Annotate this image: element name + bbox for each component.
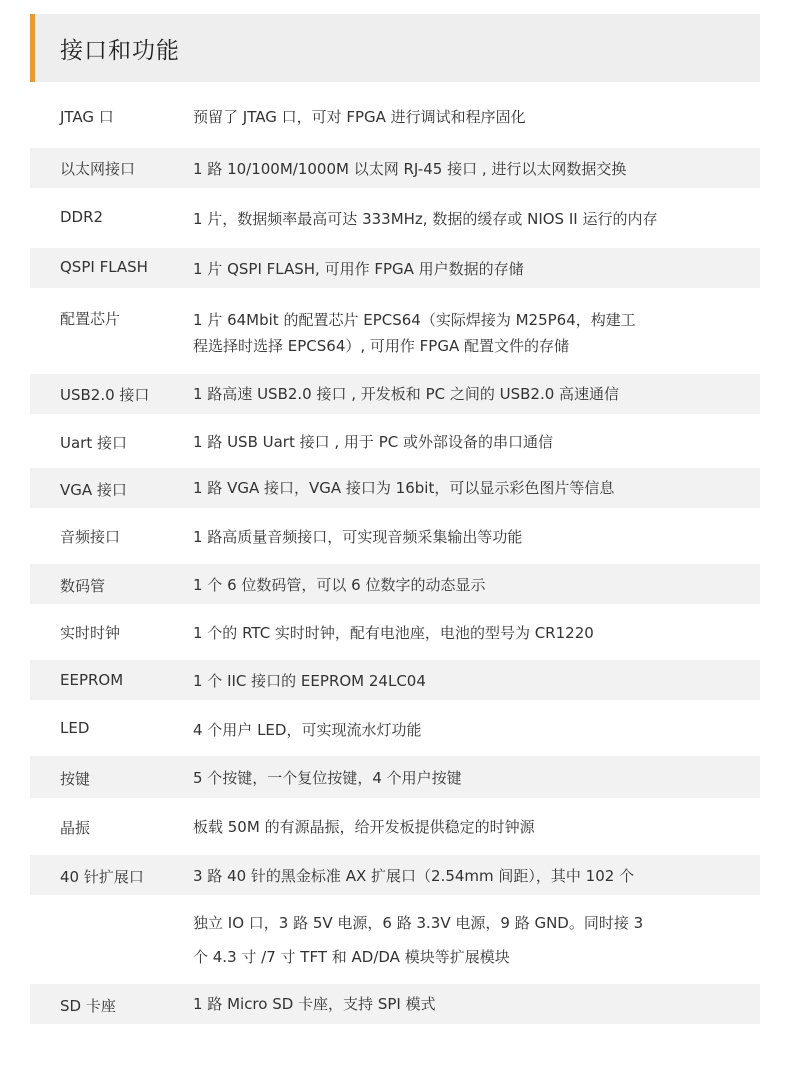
row-label: JTAG 口 bbox=[60, 108, 114, 126]
table-row bbox=[30, 706, 760, 750]
table-row bbox=[30, 855, 760, 895]
table-row bbox=[30, 468, 760, 508]
row-value: 独立 IO 口，3 路 5V 电源，6 路 3.3V 电源，9 路 GND。同时接 3 bbox=[193, 914, 644, 932]
row-value: 1 路高速 USB2.0 接口 , 开发板和 PC 之间的 USB2.0 高速通信 bbox=[193, 385, 620, 403]
row-value: 4 个用户 LED，可实现流水灯功能 bbox=[193, 721, 422, 739]
row-label: 配置芯片 bbox=[60, 310, 121, 328]
row-value: 1 片 64Mbit 的配置芯片 EPCS64（实际焊接为 M25P64，构建工 bbox=[193, 311, 636, 329]
row-label: 数码管 bbox=[60, 577, 106, 595]
row-label: 以太网接口 bbox=[60, 160, 136, 178]
table-row bbox=[30, 804, 760, 848]
row-label: VGA 接口 bbox=[60, 481, 127, 499]
row-label: DDR2 bbox=[60, 208, 104, 226]
row-label: EEPROM bbox=[60, 671, 124, 689]
section-header bbox=[30, 14, 760, 82]
table-row bbox=[30, 514, 760, 558]
table-row bbox=[30, 610, 760, 654]
row-value: 预留了 JTAG 口，可对 FPGA 进行调试和程序固化 bbox=[193, 108, 526, 126]
table-row bbox=[30, 374, 760, 414]
row-value: 1 片，数据频率最高可达 333MHz, 数据的缓存或 NIOS II 运行的内存 bbox=[193, 210, 658, 228]
table-row bbox=[30, 92, 760, 140]
table-row bbox=[30, 296, 760, 366]
section-title: 接口和功能 bbox=[60, 38, 180, 64]
row-label: 音频接口 bbox=[60, 528, 121, 546]
row-value: 1 路 VGA 接口，VGA 接口为 16bit，可以显示彩色图片等信息 bbox=[193, 479, 615, 497]
row-value: 5 个按键，一个复位按键，4 个用户按键 bbox=[193, 769, 462, 787]
table-row bbox=[30, 564, 760, 604]
row-label: 晶振 bbox=[60, 819, 91, 837]
row-value: 1 路 USB Uart 接口 , 用于 PC 或外部设备的串口通信 bbox=[193, 433, 553, 451]
row-label: USB2.0 接口 bbox=[60, 386, 150, 404]
row-label: Uart 接口 bbox=[60, 434, 127, 452]
table-row bbox=[30, 900, 760, 980]
table-row bbox=[30, 756, 760, 798]
table-row bbox=[30, 660, 760, 700]
row-label: QSPI FLASH bbox=[60, 258, 148, 276]
table-row bbox=[30, 984, 760, 1024]
row-value-continued: 程选择时选择 EPCS64）, 可用作 FPGA 配置文件的存储 bbox=[193, 337, 570, 355]
row-value-continued: 个 4.3 寸 /7 寸 TFT 和 AD/DA 模块等扩展模块 bbox=[193, 948, 510, 966]
row-label: 实时时钟 bbox=[60, 624, 121, 642]
row-value: 1 路 Micro SD 卡座，支持 SPI 模式 bbox=[193, 995, 436, 1013]
row-value: 板载 50M 的有源晶振，给开发板提供稳定的时钟源 bbox=[193, 818, 535, 836]
row-value: 1 片 QSPI FLASH, 可用作 FPGA 用户数据的存储 bbox=[193, 260, 524, 278]
table-row bbox=[30, 148, 760, 188]
row-value: 3 路 40 针的黑金标准 AX 扩展口（2.54mm 间距），其中 102 个 bbox=[193, 867, 635, 885]
row-label: 按键 bbox=[60, 770, 91, 788]
row-label: SD 卡座 bbox=[60, 997, 116, 1015]
table-row bbox=[30, 248, 760, 288]
row-value: 1 个 IIC 接口的 EEPROM 24LC04 bbox=[193, 672, 426, 690]
row-value: 1 个 6 位数码管，可以 6 位数字的动态显示 bbox=[193, 576, 486, 594]
table-row bbox=[30, 420, 760, 462]
row-label: 40 针扩展口 bbox=[60, 868, 144, 886]
row-value: 1 个的 RTC 实时时钟，配有电池座，电池的型号为 CR1220 bbox=[193, 624, 594, 642]
table-row bbox=[30, 196, 760, 240]
row-value: 1 路高质量音频接口，可实现音频采集输出等功能 bbox=[193, 528, 523, 546]
row-value: 1 路 10/100M/1000M 以太网 RJ-45 接口 , 进行以太网数据交换 bbox=[193, 160, 627, 178]
row-label: LED bbox=[60, 719, 90, 737]
